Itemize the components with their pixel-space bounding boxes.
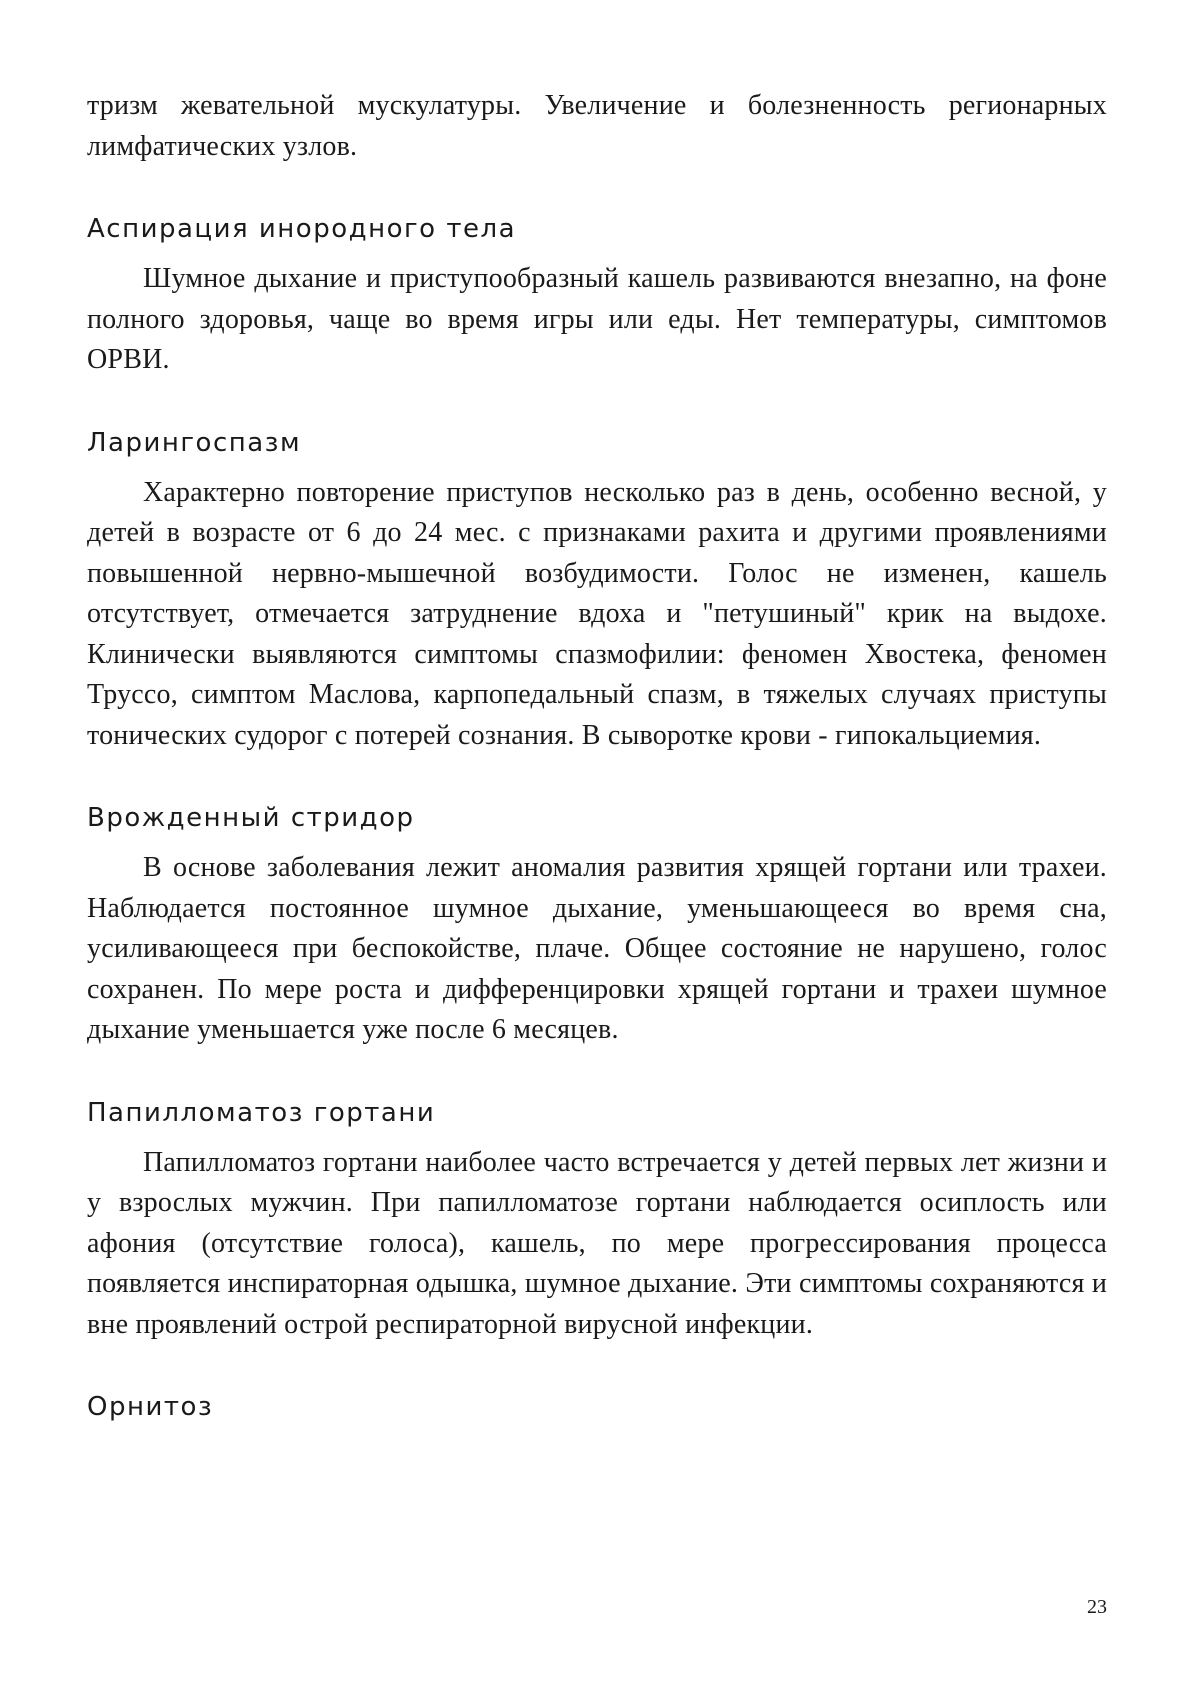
section-heading-ornithosis: Орнитоз bbox=[87, 1392, 214, 1422]
section-heading-laryngospasm: Ларингоспазм bbox=[87, 427, 302, 458]
document-page bbox=[87, 86, 1107, 1427]
page-number: 23 bbox=[1087, 1596, 1107, 1618]
intro-paragraph: тризм жевательной мускулатуры. Увеличение и болезненность регионарных лимфатических узлов. bbox=[87, 90, 1107, 162]
section-text-congenital-stridor: В основе заболевания лежит аномалия развития хрящей гортани или трахеи. Наблюдается постоянное шумное дыхание, уменьшающееся во время сна, усиливающееся при беспокойстве, плаче. Общее состояние не нарушено, голос сохранен. По мере роста и дифференцировки хрящей гортани и трахеи шумное дыхание уменьшается уже после 6 месяцев. bbox=[87, 852, 1107, 1045]
section-heading-papillomatosis: Папилломатоз гортани bbox=[87, 1097, 436, 1128]
section-heading-aspiration: Аспирация инородного тела bbox=[87, 214, 517, 244]
section-text-aspiration: Шумное дыхание и приступообразный кашель развиваются внезапно, на фоне полного здоровья, чаще во время игры или еды. Нет температуры, симптомов ОРВИ. bbox=[87, 263, 1107, 375]
section-text-laryngospasm: Характерно повторение приступов несколько раз в день, особенно весной, у детей в возрасте от 6 до 24 мес. с признаками рахита и другими проявлениями повышенной нервно-мышечной возбудимости. Голос не изменен, кашель отсутствует, отмечается затруднение вдоха и "петушиный" крик на выдохе. Клинически выявляются симптомы спазмофилии: феномен Хвостека, феномен Труссо, симптом Маслова, карпопедальный спазм, в тяжелых случаях приступы тонических судорог с потерей сознания. В сыворотке крови - гипокальциемия. bbox=[87, 476, 1107, 751]
section-heading-congenital-stridor: Врожденный стридор bbox=[87, 803, 415, 833]
section-text-papillomatosis: Папилломатоз гортани наиболее часто встречается у детей первых лет жизни и у взрослых мужчин. При папилломатозе гортани наблюдается осиплость или афония (отсутствие голоса), кашель, по мере прогрессирования процесса появляется инспираторная одышка, шумное дыхание. Эти симптомы сохраняются и вне проявлений острой респираторной вирусной инфекции. bbox=[87, 1146, 1107, 1340]
